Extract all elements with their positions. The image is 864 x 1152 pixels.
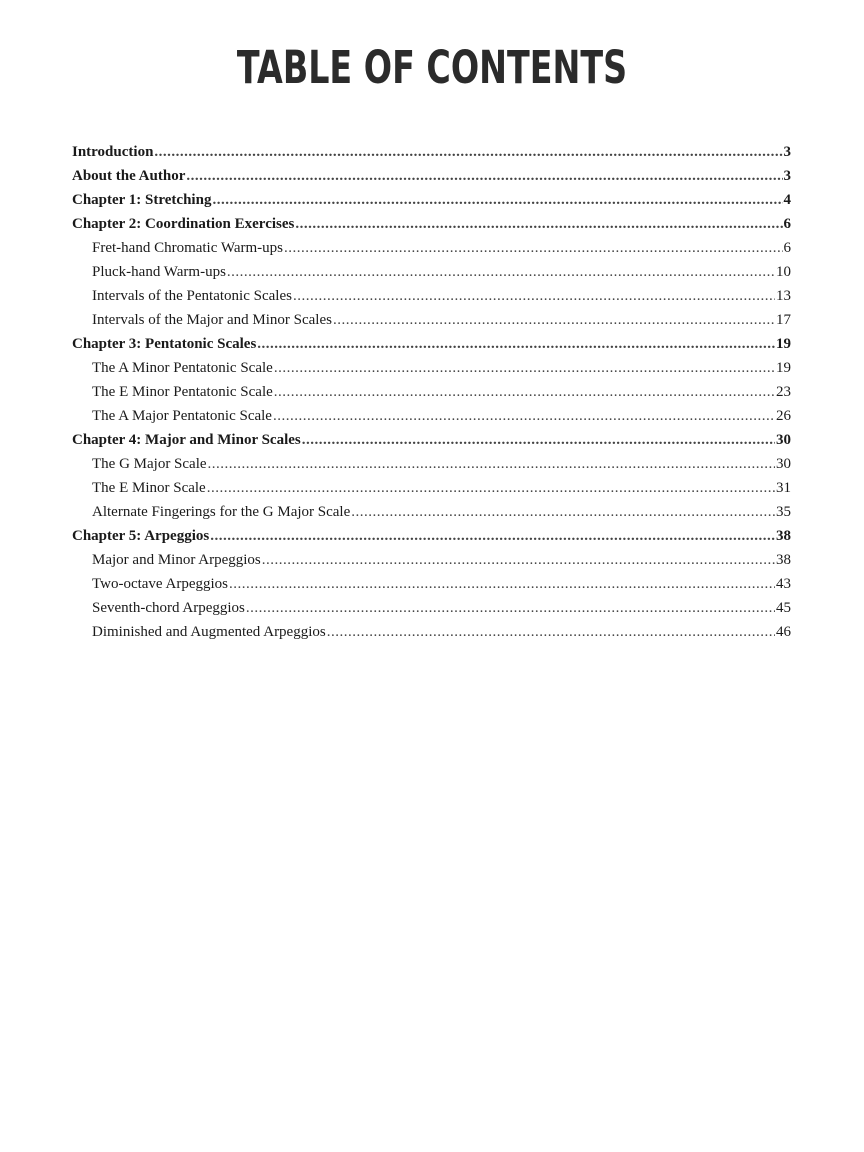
toc-page-number: 3 xyxy=(783,168,791,184)
toc-section-entry xyxy=(72,596,791,620)
toc-entry-label: Chapter 5: Arpeggios xyxy=(72,528,210,544)
toc-entry-label: The A Minor Pentatonic Scale xyxy=(92,360,273,376)
toc-page-number: 38 xyxy=(776,552,791,568)
toc-leader-dots xyxy=(154,140,782,164)
toc-section-entry xyxy=(72,500,791,524)
toc-entry-label: Diminished and Augmented Arpeggios xyxy=(92,624,326,640)
toc-leader-dots xyxy=(186,164,782,188)
toc-section-entry xyxy=(72,620,791,644)
toc-entry-label: Chapter 1: Stretching xyxy=(72,192,212,208)
toc-entry-label: Chapter 3: Pentatonic Scales xyxy=(72,336,257,352)
toc-section-entry xyxy=(72,380,791,404)
toc-section-entry xyxy=(72,452,791,476)
toc-section-entry xyxy=(72,356,791,380)
toc-section-entry xyxy=(72,572,791,596)
toc-page-number: 35 xyxy=(776,504,791,520)
toc-section-entry xyxy=(72,236,791,260)
toc-page-number: 13 xyxy=(776,288,791,304)
toc-page-number: 6 xyxy=(783,240,791,256)
toc-chapter-entry xyxy=(72,332,791,356)
toc-entry-label: Seventh-chord Arpeggios xyxy=(92,600,245,616)
page-title: TABLE OF CONTENTS xyxy=(236,41,628,94)
table-of-contents xyxy=(72,140,791,644)
toc-page-number: 19 xyxy=(776,360,791,376)
toc-page-number: 30 xyxy=(776,456,791,472)
toc-chapter-entry xyxy=(72,188,791,212)
toc-leader-dots xyxy=(210,524,775,548)
toc-leader-dots xyxy=(227,260,775,284)
toc-entry-label: Fret-hand Chromatic Warm-ups xyxy=(92,240,283,256)
toc-section-entry xyxy=(72,308,791,332)
toc-page-number: 3 xyxy=(783,144,791,160)
toc-leader-dots xyxy=(351,500,775,524)
toc-entry-label: Major and Minor Arpeggios xyxy=(92,552,261,568)
toc-chapter-entry xyxy=(72,428,791,452)
toc-leader-dots xyxy=(212,188,782,212)
toc-leader-dots xyxy=(327,620,775,644)
toc-page-number: 46 xyxy=(776,624,791,640)
toc-entry-label: The A Major Pentatonic Scale xyxy=(92,408,272,424)
toc-leader-dots xyxy=(284,236,783,260)
toc-leader-dots xyxy=(208,452,775,476)
toc-page-number: 26 xyxy=(776,408,791,424)
toc-section-entry xyxy=(72,476,791,500)
toc-section-entry xyxy=(72,260,791,284)
toc-entry-label: Intervals of the Pentatonic Scales xyxy=(92,288,292,304)
toc-leader-dots xyxy=(273,404,775,428)
toc-section-entry xyxy=(72,284,791,308)
toc-page-number: 31 xyxy=(776,480,791,496)
toc-chapter-entry xyxy=(72,212,791,236)
toc-page-number: 45 xyxy=(776,600,791,616)
toc-leader-dots xyxy=(257,332,775,356)
toc-page-number: 38 xyxy=(776,528,791,544)
toc-leader-dots xyxy=(333,308,775,332)
toc-entry-label: Intervals of the Major and Minor Scales xyxy=(92,312,332,328)
toc-section-entry xyxy=(72,404,791,428)
toc-entry-label: Introduction xyxy=(72,144,154,160)
toc-entry-label: The E Minor Pentatonic Scale xyxy=(92,384,273,400)
toc-entry-label: About the Author xyxy=(72,168,186,184)
toc-page-number: 43 xyxy=(776,576,791,592)
toc-entry-label: Pluck-hand Warm-ups xyxy=(92,264,226,280)
toc-leader-dots xyxy=(302,428,775,452)
toc-leader-dots xyxy=(274,380,775,404)
toc-leader-dots xyxy=(293,284,775,308)
toc-page-number: 19 xyxy=(776,336,791,352)
toc-page-number: 23 xyxy=(776,384,791,400)
toc-entry-label: Chapter 2: Coordination Exercises xyxy=(72,216,295,232)
toc-page-number: 6 xyxy=(783,216,791,232)
toc-leader-dots xyxy=(295,212,782,236)
toc-entry-label: Alternate Fingerings for the G Major Scale xyxy=(92,504,351,520)
toc-chapter-entry xyxy=(72,140,791,164)
toc-page-number: 30 xyxy=(776,432,791,448)
toc-leader-dots xyxy=(246,596,775,620)
toc-entry-label: The E Minor Scale xyxy=(92,480,206,496)
toc-leader-dots xyxy=(207,476,775,500)
toc-page-number: 17 xyxy=(776,312,791,328)
toc-section-entry xyxy=(72,548,791,572)
toc-entry-label: Chapter 4: Major and Minor Scales xyxy=(72,432,301,448)
toc-leader-dots xyxy=(262,548,775,572)
toc-leader-dots xyxy=(274,356,775,380)
toc-chapter-entry xyxy=(72,524,791,548)
toc-page-number: 10 xyxy=(776,264,791,280)
toc-chapter-entry xyxy=(72,164,791,188)
toc-leader-dots xyxy=(229,572,775,596)
toc-entry-label: Two-octave Arpeggios xyxy=(92,576,228,592)
toc-page-number: 4 xyxy=(783,192,791,208)
toc-entry-label: The G Major Scale xyxy=(92,456,207,472)
